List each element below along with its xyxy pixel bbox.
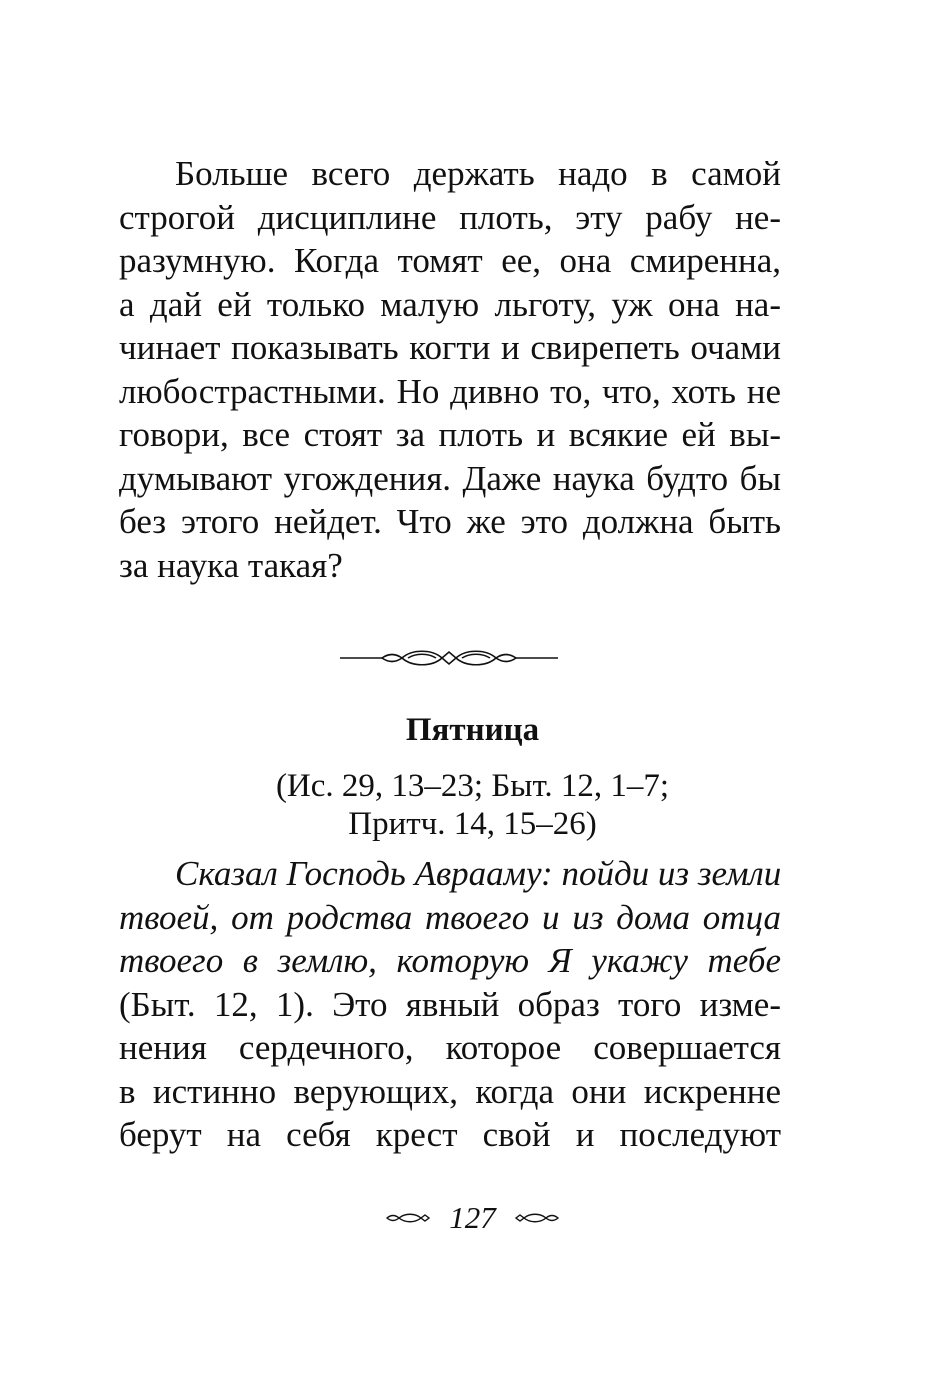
paragraph-body-1: [119, 152, 781, 587]
text-line: твоей, от родства твоего и из дома отца: [119, 897, 781, 937]
text-line: а дай ей только малую льготу, уж она на-: [119, 284, 781, 324]
section-title: Пятница: [405, 712, 540, 748]
footer-ornament-right-icon: [514, 1211, 560, 1225]
text-line: твоего в землю, которую Я укажу тебе: [119, 941, 781, 980]
footer-ornament-left-icon: [385, 1211, 431, 1225]
text-line: за наука такая?: [119, 545, 343, 585]
paragraph-body-2: [119, 852, 781, 1157]
text-line: Больше всего держать надо в самой: [175, 154, 781, 193]
text-line: любострастными. Но дивно то, что, хоть не: [119, 371, 781, 411]
page-footer: [0, 1196, 945, 1240]
text-line: Сказал Господь Аврааму: пойди из земли: [175, 854, 782, 893]
text-line: (Быт. 12, 1). Это явный образ того изме-: [119, 984, 781, 1024]
text-line: нения сердечного, которое совершается: [119, 1028, 781, 1067]
text-line: думывают угождения. Даже наука будто бы: [119, 458, 781, 498]
scripture-reference-line-1: (Ис. 29, 13–23; Быт. 12, 1–7;: [275, 768, 670, 804]
section-divider-ornament: [340, 640, 558, 676]
page-number: 127: [449, 1200, 496, 1235]
text-line: берут на себя крест свой и последуют: [119, 1115, 781, 1154]
text-line: говори, все стоят за плоть и всякие ей вы-: [119, 415, 781, 454]
scripture-reference-line-2: Притч. 14, 15–26): [348, 806, 597, 842]
text-line: в истинно верующих, когда они искренне: [119, 1071, 781, 1111]
text-line: без этого нейдет. Что же это должна быть: [119, 502, 781, 541]
text-line: строгой дисциплине плоть, эту рабу не-: [119, 197, 781, 237]
text-line: разумную. Когда томят ее, она смиренна,: [119, 241, 781, 280]
text-line: чинает показывать когти и свирепеть очами: [119, 328, 781, 367]
